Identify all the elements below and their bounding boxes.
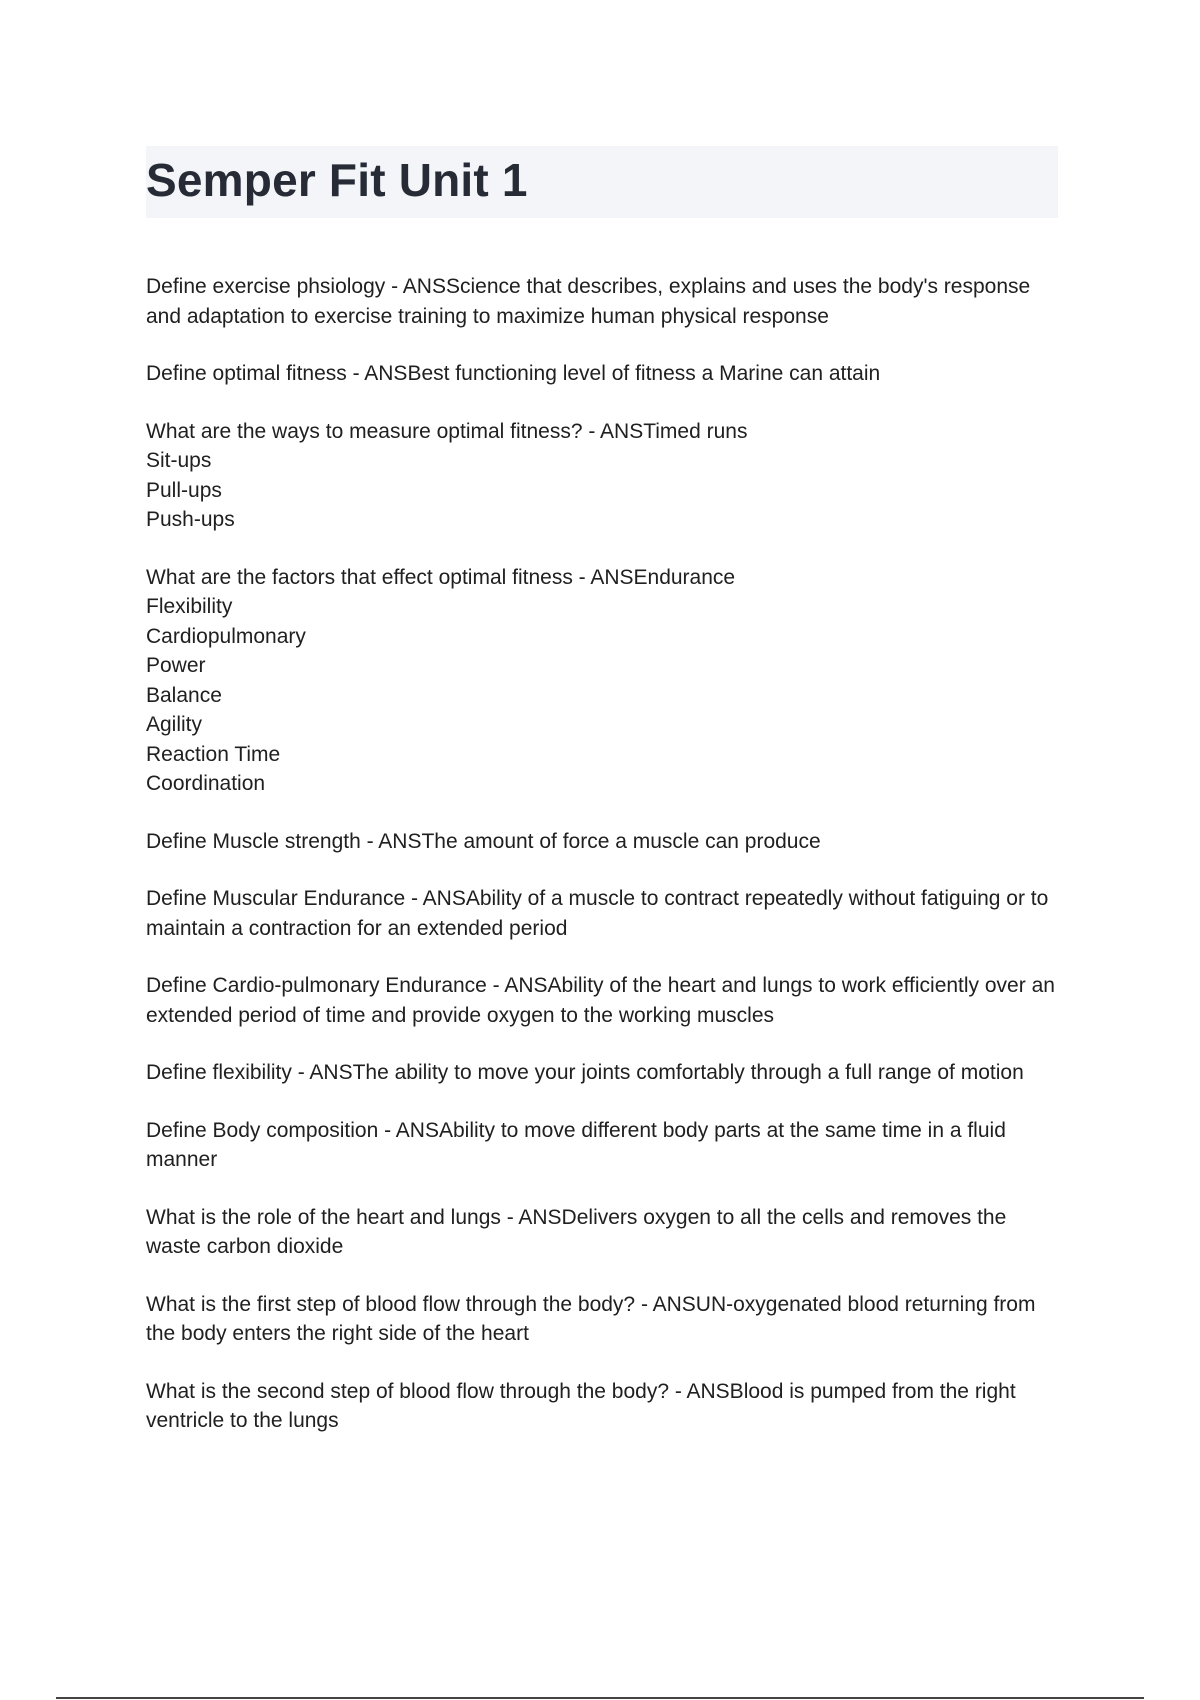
qa-text: What is the role of the heart and lungs - ANSDelivers oxygen to all the cells and removes the waste carbon dioxide [146, 1205, 1013, 1258]
qa-list-line: Coordination [146, 772, 266, 795]
qa-entry-blood-flow-step-1 [146, 1290, 1058, 1349]
qa-list-line: Cardiopulmonary [146, 624, 306, 648]
qa-entry-optimal-fitness [146, 359, 1058, 389]
qa-list-line: Push-ups [146, 508, 235, 531]
qa-text: What is the second step of blood flow through the body? - ANSBlood is pumped from the right ventricle to the lungs [146, 1379, 1022, 1432]
page-title: Semper Fit Unit 1 [146, 154, 528, 206]
qa-list-line: Pull-ups [146, 478, 222, 502]
qa-entry-flexibility [146, 1058, 1058, 1088]
qa-text: Define exercise phsiology - ANSScience that describes, explains and uses the body's response and adaptation to exercise training to maximize human physical response [146, 275, 1037, 328]
qa-text: Define Body composition - ANSAbility to move different body parts at the same time in a fluid manner [146, 1118, 1012, 1171]
qa-entry-muscle-strength [146, 827, 1058, 857]
qa-text: Define Cardio-pulmonary Endurance - ANSAbility of the heart and lungs to work efficiently over an extended period of time and provide oxygen to the working muscles [146, 974, 1061, 1027]
qa-entry-body-composition [146, 1116, 1058, 1175]
qa-entry-cardio-endurance [146, 971, 1061, 1030]
qa-list-line: Sit-ups [146, 449, 212, 472]
footer-divider [56, 1697, 1144, 1699]
qa-entry-blood-flow-step-2 [146, 1377, 1058, 1436]
qa-text: What are the ways to measure optimal fitness? - ANSTimed runs [146, 419, 748, 443]
qa-text: Define Muscle strength - ANSThe amount of force a muscle can produce [146, 829, 821, 853]
document-content [146, 272, 1061, 1464]
qa-list-line: Balance [146, 683, 222, 707]
qa-text: What is the first step of blood flow through the body? - ANSUN-oxygenated blood returning from the body enters the right side of the heart [146, 1292, 1042, 1345]
qa-list-line: Agility [146, 713, 203, 736]
qa-entry-factors-optimal-fitness [146, 563, 1058, 799]
qa-text: Define optimal fitness - ANSBest functioning level of fitness a Marine can attain [146, 362, 881, 385]
qa-entry-measure-optimal-fitness [146, 417, 1058, 535]
title-band [146, 146, 1058, 218]
qa-text: What are the factors that effect optimal fitness - ANSEndurance [146, 565, 736, 589]
qa-list-line: Reaction Time [146, 742, 281, 766]
qa-entry-exercise-physiology [146, 272, 1058, 331]
qa-list-line: Power [146, 654, 206, 677]
qa-text: Define Muscular Endurance - ANSAbility of a muscle to contract repeatedly without fatiguing or to maintain a contraction for an extended period [146, 887, 1055, 940]
qa-list-line: Flexibility [146, 595, 233, 618]
qa-entry-heart-lungs-role [146, 1203, 1058, 1262]
qa-text: Define flexibility - ANSThe ability to move your joints comfortably through a full range of motion [146, 1061, 1024, 1084]
qa-entry-muscular-endurance [146, 884, 1058, 943]
